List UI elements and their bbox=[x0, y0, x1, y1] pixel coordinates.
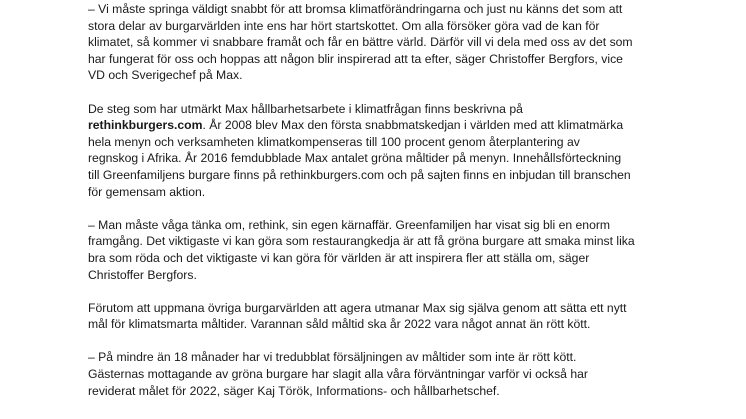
text-line: Gästernas mottagande av gröna burgare har slagit alla våra förväntningar varför vi också har bbox=[88, 367, 588, 382]
text-line: bra som röda och det viktigaste vi kan göra för världen är att inspirera fler att ställa om, säger bbox=[88, 250, 590, 265]
text-line: – Man måste våga tänka om, rethink, sin egen kärnaffär. Greenfamiljen har visat sig bli en enorm bbox=[88, 217, 611, 232]
text-line: – Vi måste springa väldigt snabbt för att bromsa klimatförändringarna och just nu känns det som att bbox=[88, 2, 623, 16]
text-line: regnskog i Afrika. År 2016 femdubblade Max antalet gröna måltider på menyn. Innehållsförteckning bbox=[88, 151, 622, 166]
text-line: till Greenfamiljens burgare finns på rethinkburgers.com och på sajten finns en inbjudan till branschen bbox=[88, 167, 631, 182]
rethinkburgers-link[interactable]: rethinkburgers.com bbox=[88, 118, 203, 133]
text-line: hela menyn och verksamheten klimatkompenseras till 100 procent genom återplantering av bbox=[88, 134, 580, 149]
text-line: VD och Sverigechef på Max. bbox=[88, 68, 243, 83]
text-line: klimatet, så kommer vi snabbare framåt och får en bättre värld. Därför vill vi dela med oss av det som bbox=[88, 35, 633, 50]
text-line: framgång. Det viktigaste vi kan göra som restaurangkedja är att få gröna burgare att smaka minst lika bbox=[88, 234, 635, 249]
text-segment: . År 2008 blev Max den första snabbmatskedjan i världen med att klimatmärka bbox=[202, 118, 624, 133]
quote-paragraph-torok bbox=[88, 349, 668, 399]
text-line: – På mindre än 18 månader har vi tredubblat försäljningen av måltider som inte är rött kött. bbox=[88, 350, 577, 365]
text-line: De steg som har utmärkt Max hållbarhetsarbete i klimatfrågan finns beskrivna på bbox=[88, 101, 523, 116]
text-line: stora delar av burgarvärlden inte ens har hört startskottet. Om alla försöker göra vad de kan för bbox=[88, 18, 600, 33]
text-line: Förutom att uppmana övriga burgarvärlden att agera utmanar Max sig själva genom att sätta ett nytt bbox=[88, 300, 627, 315]
goal-paragraph bbox=[88, 300, 668, 333]
document-body bbox=[88, 1, 668, 399]
quote-paragraph-rethink bbox=[88, 217, 668, 283]
text-line: för gemensam aktion. bbox=[88, 184, 206, 199]
text-line: Christoffer Bergfors. bbox=[88, 267, 197, 282]
quote-paragraph-bergfors bbox=[88, 1, 668, 84]
text-line: mål för klimatsmarta måltider. Varannan såld måltid ska år 2022 vara något annat än rött kött. bbox=[88, 317, 591, 332]
text-line-with-link bbox=[88, 117, 668, 134]
text-line: har fungerat för oss och hoppas att någon blir inspirerad att ta efter, säger Christoffer Bergfors, vice bbox=[88, 51, 623, 66]
text-line: reviderat målet för 2022, säger Kaj Török, Informations- och hållbarhetschef. bbox=[88, 383, 500, 398]
sustainability-paragraph bbox=[88, 101, 668, 201]
